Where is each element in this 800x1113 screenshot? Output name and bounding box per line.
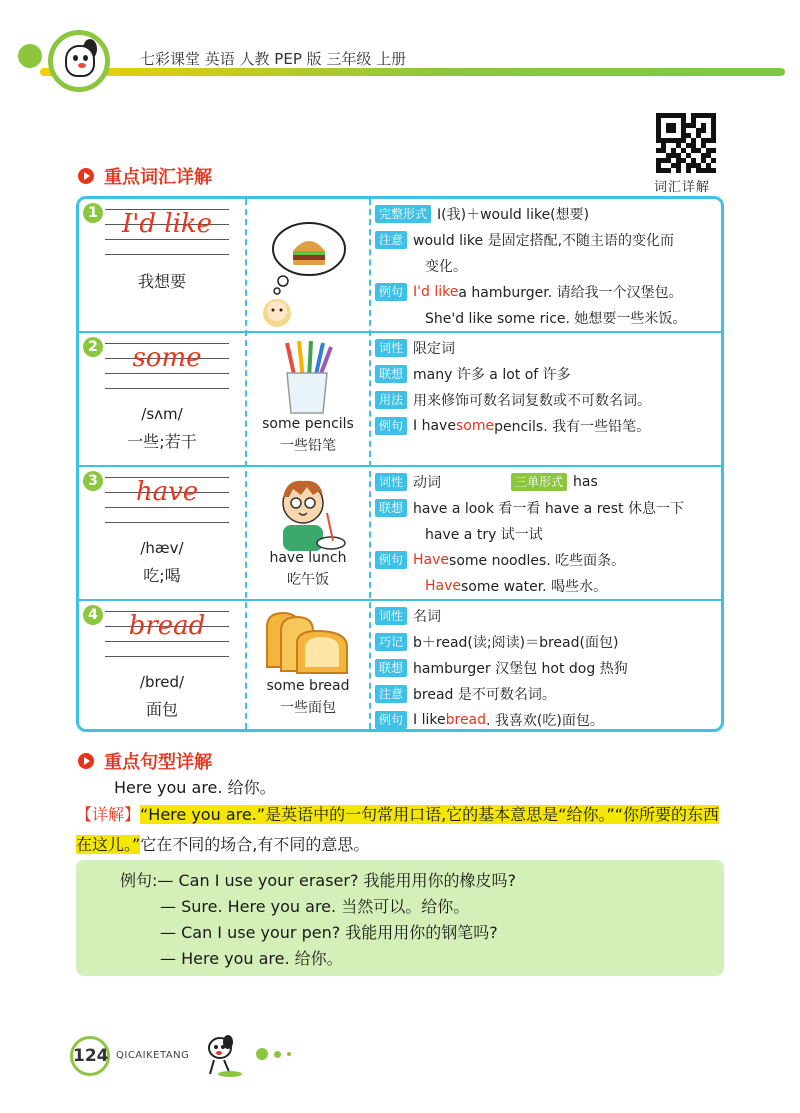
example-line: — Can I use your pen? 我能用用你的钢笔吗?: [160, 923, 498, 942]
example-sentence: — Can I use your eraser? 我能用用你的橡皮吗?: [157, 871, 517, 890]
detail-text: bread 是不可数名词。: [413, 687, 556, 703]
caption-en: some bread: [266, 678, 350, 694]
detail-tag: 用法: [375, 391, 407, 409]
vocab-row: [79, 601, 721, 731]
detail-highlight: some: [455, 418, 495, 434]
detail-text: has: [573, 474, 598, 490]
detail-text: I(我)＋would like(想要): [437, 207, 590, 223]
example-line: — Here you are. 给你。: [160, 949, 343, 968]
picture-caption: [247, 675, 369, 719]
detail-text: 限定词: [413, 341, 456, 357]
detail-block: [375, 603, 715, 732]
vocab-word: some: [132, 343, 202, 373]
item-number-badge: 2: [83, 337, 103, 357]
detail-text: She'd like some rice. 她想要一些米饭。: [425, 311, 687, 327]
explain-rest: 它在不同的场合,有不同的意思。: [140, 835, 370, 854]
sentence-section-heading: [78, 748, 212, 774]
detail-line: [375, 469, 715, 495]
detail-line: [375, 335, 715, 361]
guide-line: [105, 388, 229, 389]
guide-line: [105, 254, 229, 255]
detail-line: [375, 227, 715, 253]
detail-highlight: bread: [445, 712, 487, 728]
mascot-logo: [48, 30, 110, 92]
detail-tag: 联想: [375, 659, 407, 677]
detail-tag: 词性: [375, 473, 407, 491]
mascot-eye: [73, 55, 78, 61]
detail-tag: 词性: [375, 607, 407, 625]
examples-label: 例句:: [120, 871, 158, 890]
guide-line: [105, 522, 229, 523]
detail-text: 变化。: [425, 259, 467, 275]
vocab-table: [76, 196, 724, 732]
vocab-heading-text: 重点词汇详解: [104, 167, 212, 188]
header-title: 七彩课堂 英语 人教 PEP 版 三年级 上册: [140, 50, 407, 68]
detail-tag: 三单形式: [511, 473, 567, 491]
sentence-heading-text: 重点句型详解: [104, 752, 212, 773]
detail-text: I have: [413, 418, 456, 434]
detail-line: [375, 681, 715, 707]
picture-caption: [247, 547, 369, 591]
phonetic: /hæv/: [140, 539, 184, 557]
example-box: [76, 860, 724, 976]
key-sentence: Here you are. 给你。: [114, 778, 276, 797]
word-meaning: 我想要: [137, 272, 186, 291]
detail-text: 名词: [413, 609, 442, 625]
phonetic: /sʌm/: [141, 405, 183, 423]
detail-text: . 我喜欢(吃)面包。: [486, 713, 604, 729]
footer-mascot-icon: [200, 1030, 250, 1080]
detail-line: [375, 305, 715, 331]
detail-highlight: I'd like: [413, 284, 459, 300]
sentence-explanation: [76, 800, 724, 860]
detail-text: b＋read(读;阅读)＝bread(面包): [413, 635, 619, 651]
detail-line: [375, 413, 715, 439]
caption-zh: 一些铅笔: [280, 438, 336, 454]
qr-label: 词汇详解: [654, 180, 711, 195]
detail-text: hamburger 汉堡包 hot dog 热狗: [413, 661, 628, 677]
detail-tag: 词性: [375, 339, 407, 357]
detail-block: [375, 201, 715, 331]
detail-line: [375, 279, 715, 305]
detail-tag: 注意: [375, 685, 407, 703]
vocab-section-heading: [78, 163, 212, 189]
detail-line: [375, 655, 715, 681]
detail-block: [375, 335, 715, 439]
detail-tag: 例句: [375, 283, 407, 301]
qr-code-icon[interactable]: [656, 113, 716, 173]
footer-dot: [287, 1052, 291, 1056]
detail-text: 动词: [413, 475, 442, 491]
page-number: 124: [70, 1036, 110, 1076]
detail-tag: 巧记: [375, 633, 407, 651]
detail-line: [375, 387, 715, 413]
detail-tag: 注意: [375, 231, 407, 249]
footer-dots: [256, 1048, 291, 1060]
vocab-row: [79, 333, 721, 467]
detail-tag: 联想: [375, 365, 407, 383]
detail-line: [375, 253, 715, 279]
detail-tag: 例句: [375, 551, 407, 569]
play-bullet-icon: [78, 753, 94, 769]
word-meaning: 一些;若干: [127, 432, 197, 451]
detail-text: some noodles. 吃些面条。: [449, 553, 626, 569]
detail-tag: 完整形式: [375, 205, 431, 223]
detail-line: [375, 629, 715, 655]
detail-line: [375, 361, 715, 387]
detail-text: 用来修饰可数名词复数或不可数名词。: [413, 393, 652, 409]
detail-line: [375, 495, 715, 521]
detail-text: many 许多 a lot of 许多: [413, 367, 571, 383]
detail-tag: 例句: [375, 711, 407, 729]
detail-text: have a try 试一试: [425, 527, 543, 543]
caption-zh: 吃午饭: [287, 572, 329, 588]
example-line: [120, 868, 724, 894]
footer-dot: [256, 1048, 268, 1060]
caption-en: have lunch: [269, 550, 347, 566]
vocab-word: I'd like: [121, 209, 213, 239]
detail-line: [375, 707, 715, 732]
caption-en: some pencils: [262, 416, 354, 432]
detail-block: [375, 469, 715, 599]
word-meaning: 面包: [145, 700, 178, 719]
brand-text: QICAIKETANG: [116, 1050, 190, 1061]
detail-line: [375, 521, 715, 547]
detail-text: a hamburger. 请给我一个汉堡包。: [458, 285, 683, 301]
hamburger-thought-icon: [247, 207, 369, 331]
header-decor-dot: [18, 44, 42, 68]
item-number-badge: 3: [83, 471, 103, 491]
guide-line: [105, 239, 229, 240]
vocab-word: have: [135, 477, 199, 507]
detail-line: [375, 603, 715, 629]
guide-line: [105, 507, 229, 508]
picture-caption: [247, 413, 369, 457]
guide-line: [105, 641, 229, 642]
play-bullet-icon: [78, 168, 94, 184]
pencils-in-cup-icon: [247, 339, 369, 423]
guide-line: [105, 656, 229, 657]
detail-highlight: Have: [413, 552, 450, 568]
explain-highlight: “Here you are.”是英语中的一句常用口语,它的基本意思是“给你。”“你所要的东西在这儿。”: [76, 805, 720, 854]
vocab-row: [79, 467, 721, 601]
detail-tag: 例句: [375, 417, 407, 435]
detail-line: [375, 573, 715, 599]
mascot-nose: [78, 63, 86, 68]
detail-text: have a look 看一看 have a rest 休息一下: [413, 501, 684, 517]
detail-line: [375, 201, 715, 227]
detail-highlight: Have: [425, 578, 462, 594]
phonetic: /bred/: [139, 673, 185, 691]
detail-text: I like: [413, 712, 446, 728]
item-number-badge: 4: [83, 605, 103, 625]
explain-tag: 【详解】: [76, 805, 141, 824]
footer-dot: [274, 1051, 281, 1058]
item-number-badge: 1: [83, 203, 103, 223]
mascot-eye: [83, 55, 88, 61]
detail-line: [375, 547, 715, 573]
caption-zh: 一些面包: [280, 700, 336, 716]
qr-module: [711, 168, 716, 173]
detail-text: would like 是固定搭配,不随主语的变化而: [413, 233, 675, 249]
header-bar: [40, 68, 785, 76]
vocab-row: [79, 199, 721, 333]
vocab-word: bread: [128, 611, 206, 641]
detail-tag: 联想: [375, 499, 407, 517]
word-meaning: 吃;喝: [143, 566, 181, 585]
detail-text: some water. 喝些水。: [461, 579, 608, 595]
example-line: — Sure. Here you are. 当然可以。给你。: [160, 897, 470, 916]
detail-text: pencils. 我有一些铅笔。: [494, 419, 651, 435]
mascot-face: [65, 45, 95, 77]
guide-line: [105, 373, 229, 374]
